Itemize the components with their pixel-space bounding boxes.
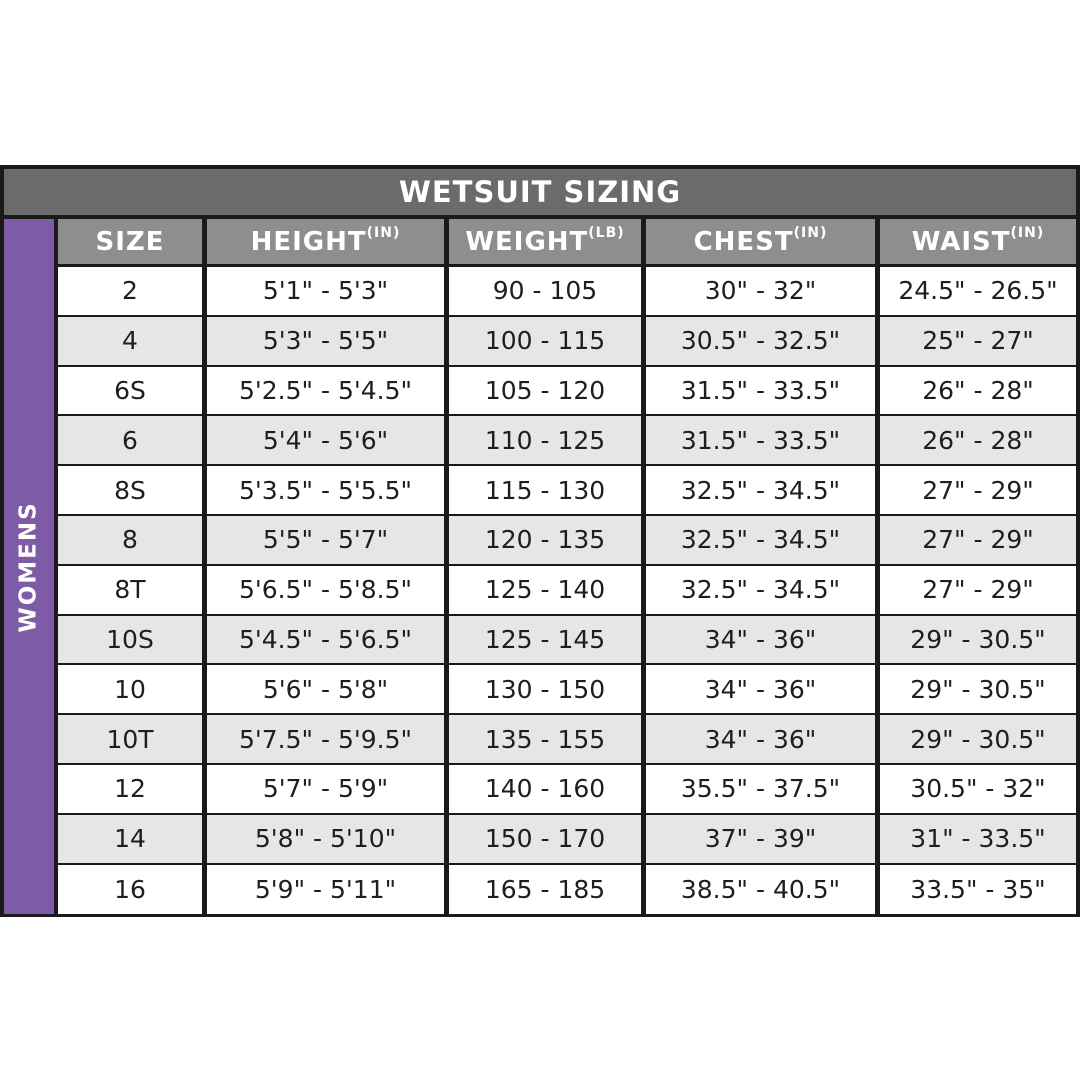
cell-size: 10T: [58, 715, 207, 765]
cell-chest: 34" - 36": [646, 715, 880, 765]
cell-chest: 32.5" - 34.5": [646, 466, 880, 516]
cell-waist: 29" - 30.5": [880, 616, 1076, 666]
cell-weight: 130 - 150: [449, 665, 646, 715]
cell-chest: 30.5" - 32.5": [646, 317, 880, 367]
cell-size: 10S: [58, 616, 207, 666]
cell-weight: 135 - 155: [449, 715, 646, 765]
cell-weight: 110 - 125: [449, 416, 646, 466]
table-row: [58, 665, 1076, 715]
column-header-unit: (IN): [366, 224, 401, 241]
cell-weight: 125 - 145: [449, 616, 646, 666]
side-label-womens: [4, 219, 54, 914]
cell-chest: 31.5" - 33.5": [646, 367, 880, 417]
cell-chest: 38.5" - 40.5": [646, 865, 880, 915]
cell-chest: 35.5" - 37.5": [646, 765, 880, 815]
cell-chest: 30" - 32": [646, 267, 880, 317]
cell-size: 14: [58, 815, 207, 865]
cell-height: 5'6" - 5'8": [207, 665, 449, 715]
column-header-label: WAIST: [911, 226, 1011, 257]
table-row: [58, 466, 1076, 516]
cell-height: 5'4" - 5'6": [207, 416, 449, 466]
column-header-chest: [646, 219, 880, 267]
cell-chest: 37" - 39": [646, 815, 880, 865]
cell-size: 16: [58, 865, 207, 915]
column-header-unit: (IN): [1010, 224, 1045, 241]
cell-weight: 150 - 170: [449, 815, 646, 865]
column-header-weight: [449, 219, 646, 267]
cell-waist: 29" - 30.5": [880, 715, 1076, 765]
cell-size: 6S: [58, 367, 207, 417]
cell-weight: 125 - 140: [449, 566, 646, 616]
table-row: [58, 815, 1076, 865]
cell-waist: 31" - 33.5": [880, 815, 1076, 865]
table-row: [58, 616, 1076, 666]
cell-height: 5'8" - 5'10": [207, 815, 449, 865]
column-header-label: CHEST: [693, 226, 794, 257]
size-table: [58, 219, 1076, 914]
cell-waist: 27" - 29": [880, 566, 1076, 616]
cell-size: 10: [58, 665, 207, 715]
cell-size: 8: [58, 516, 207, 566]
cell-weight: 105 - 120: [449, 367, 646, 417]
cell-height: 5'3.5" - 5'5.5": [207, 466, 449, 516]
side-label-text: WOMENS: [16, 500, 42, 633]
cell-waist: 26" - 28": [880, 367, 1076, 417]
cell-weight: 100 - 115: [449, 317, 646, 367]
column-header-unit: (LB): [588, 224, 625, 241]
column-header-unit: (IN): [793, 224, 828, 241]
cell-height: 5'5" - 5'7": [207, 516, 449, 566]
wetsuit-sizing-chart: [0, 165, 1080, 917]
table-row: [58, 715, 1076, 765]
cell-waist: 33.5" - 35": [880, 865, 1076, 915]
cell-weight: 120 - 135: [449, 516, 646, 566]
cell-size: 12: [58, 765, 207, 815]
table-row: [58, 765, 1076, 815]
table-body: [58, 267, 1076, 914]
table-row: [58, 416, 1076, 466]
table-row: [58, 516, 1076, 566]
cell-waist: 30.5" - 32": [880, 765, 1076, 815]
cell-waist: 25" - 27": [880, 317, 1076, 367]
column-header-label: SIZE: [95, 226, 165, 257]
cell-weight: 90 - 105: [449, 267, 646, 317]
cell-size: 4: [58, 317, 207, 367]
cell-weight: 140 - 160: [449, 765, 646, 815]
column-header-waist: [880, 219, 1076, 267]
cell-waist: 26" - 28": [880, 416, 1076, 466]
cell-size: 6: [58, 416, 207, 466]
column-header-label: WEIGHT: [465, 226, 589, 257]
cell-height: 5'7.5" - 5'9.5": [207, 715, 449, 765]
cell-height: 5'4.5" - 5'6.5": [207, 616, 449, 666]
cell-height: 5'2.5" - 5'4.5": [207, 367, 449, 417]
header-row: [58, 219, 1076, 267]
table-row: [58, 367, 1076, 417]
table-row: [58, 267, 1076, 317]
cell-size: 8S: [58, 466, 207, 516]
cell-height: 5'7" - 5'9": [207, 765, 449, 815]
cell-size: 2: [58, 267, 207, 317]
cell-height: 5'6.5" - 5'8.5": [207, 566, 449, 616]
cell-chest: 34" - 36": [646, 616, 880, 666]
cell-height: 5'1" - 5'3": [207, 267, 449, 317]
cell-size: 8T: [58, 566, 207, 616]
table-row: [58, 317, 1076, 367]
cell-height: 5'3" - 5'5": [207, 317, 449, 367]
cell-weight: 115 - 130: [449, 466, 646, 516]
cell-weight: 165 - 185: [449, 865, 646, 915]
cell-height: 5'9" - 5'11": [207, 865, 449, 915]
cell-chest: 32.5" - 34.5": [646, 566, 880, 616]
table-row: [58, 865, 1076, 915]
cell-waist: 27" - 29": [880, 516, 1076, 566]
cell-chest: 31.5" - 33.5": [646, 416, 880, 466]
column-header-height: [207, 219, 449, 267]
cell-waist: 27" - 29": [880, 466, 1076, 516]
cell-chest: 32.5" - 34.5": [646, 516, 880, 566]
cell-waist: 24.5" - 26.5": [880, 267, 1076, 317]
cell-waist: 29" - 30.5": [880, 665, 1076, 715]
column-header-label: HEIGHT: [250, 226, 367, 257]
column-header-size: [58, 219, 207, 267]
cell-chest: 34" - 36": [646, 665, 880, 715]
table-row: [58, 566, 1076, 616]
chart-title: WETSUIT SIZING: [4, 169, 1076, 215]
